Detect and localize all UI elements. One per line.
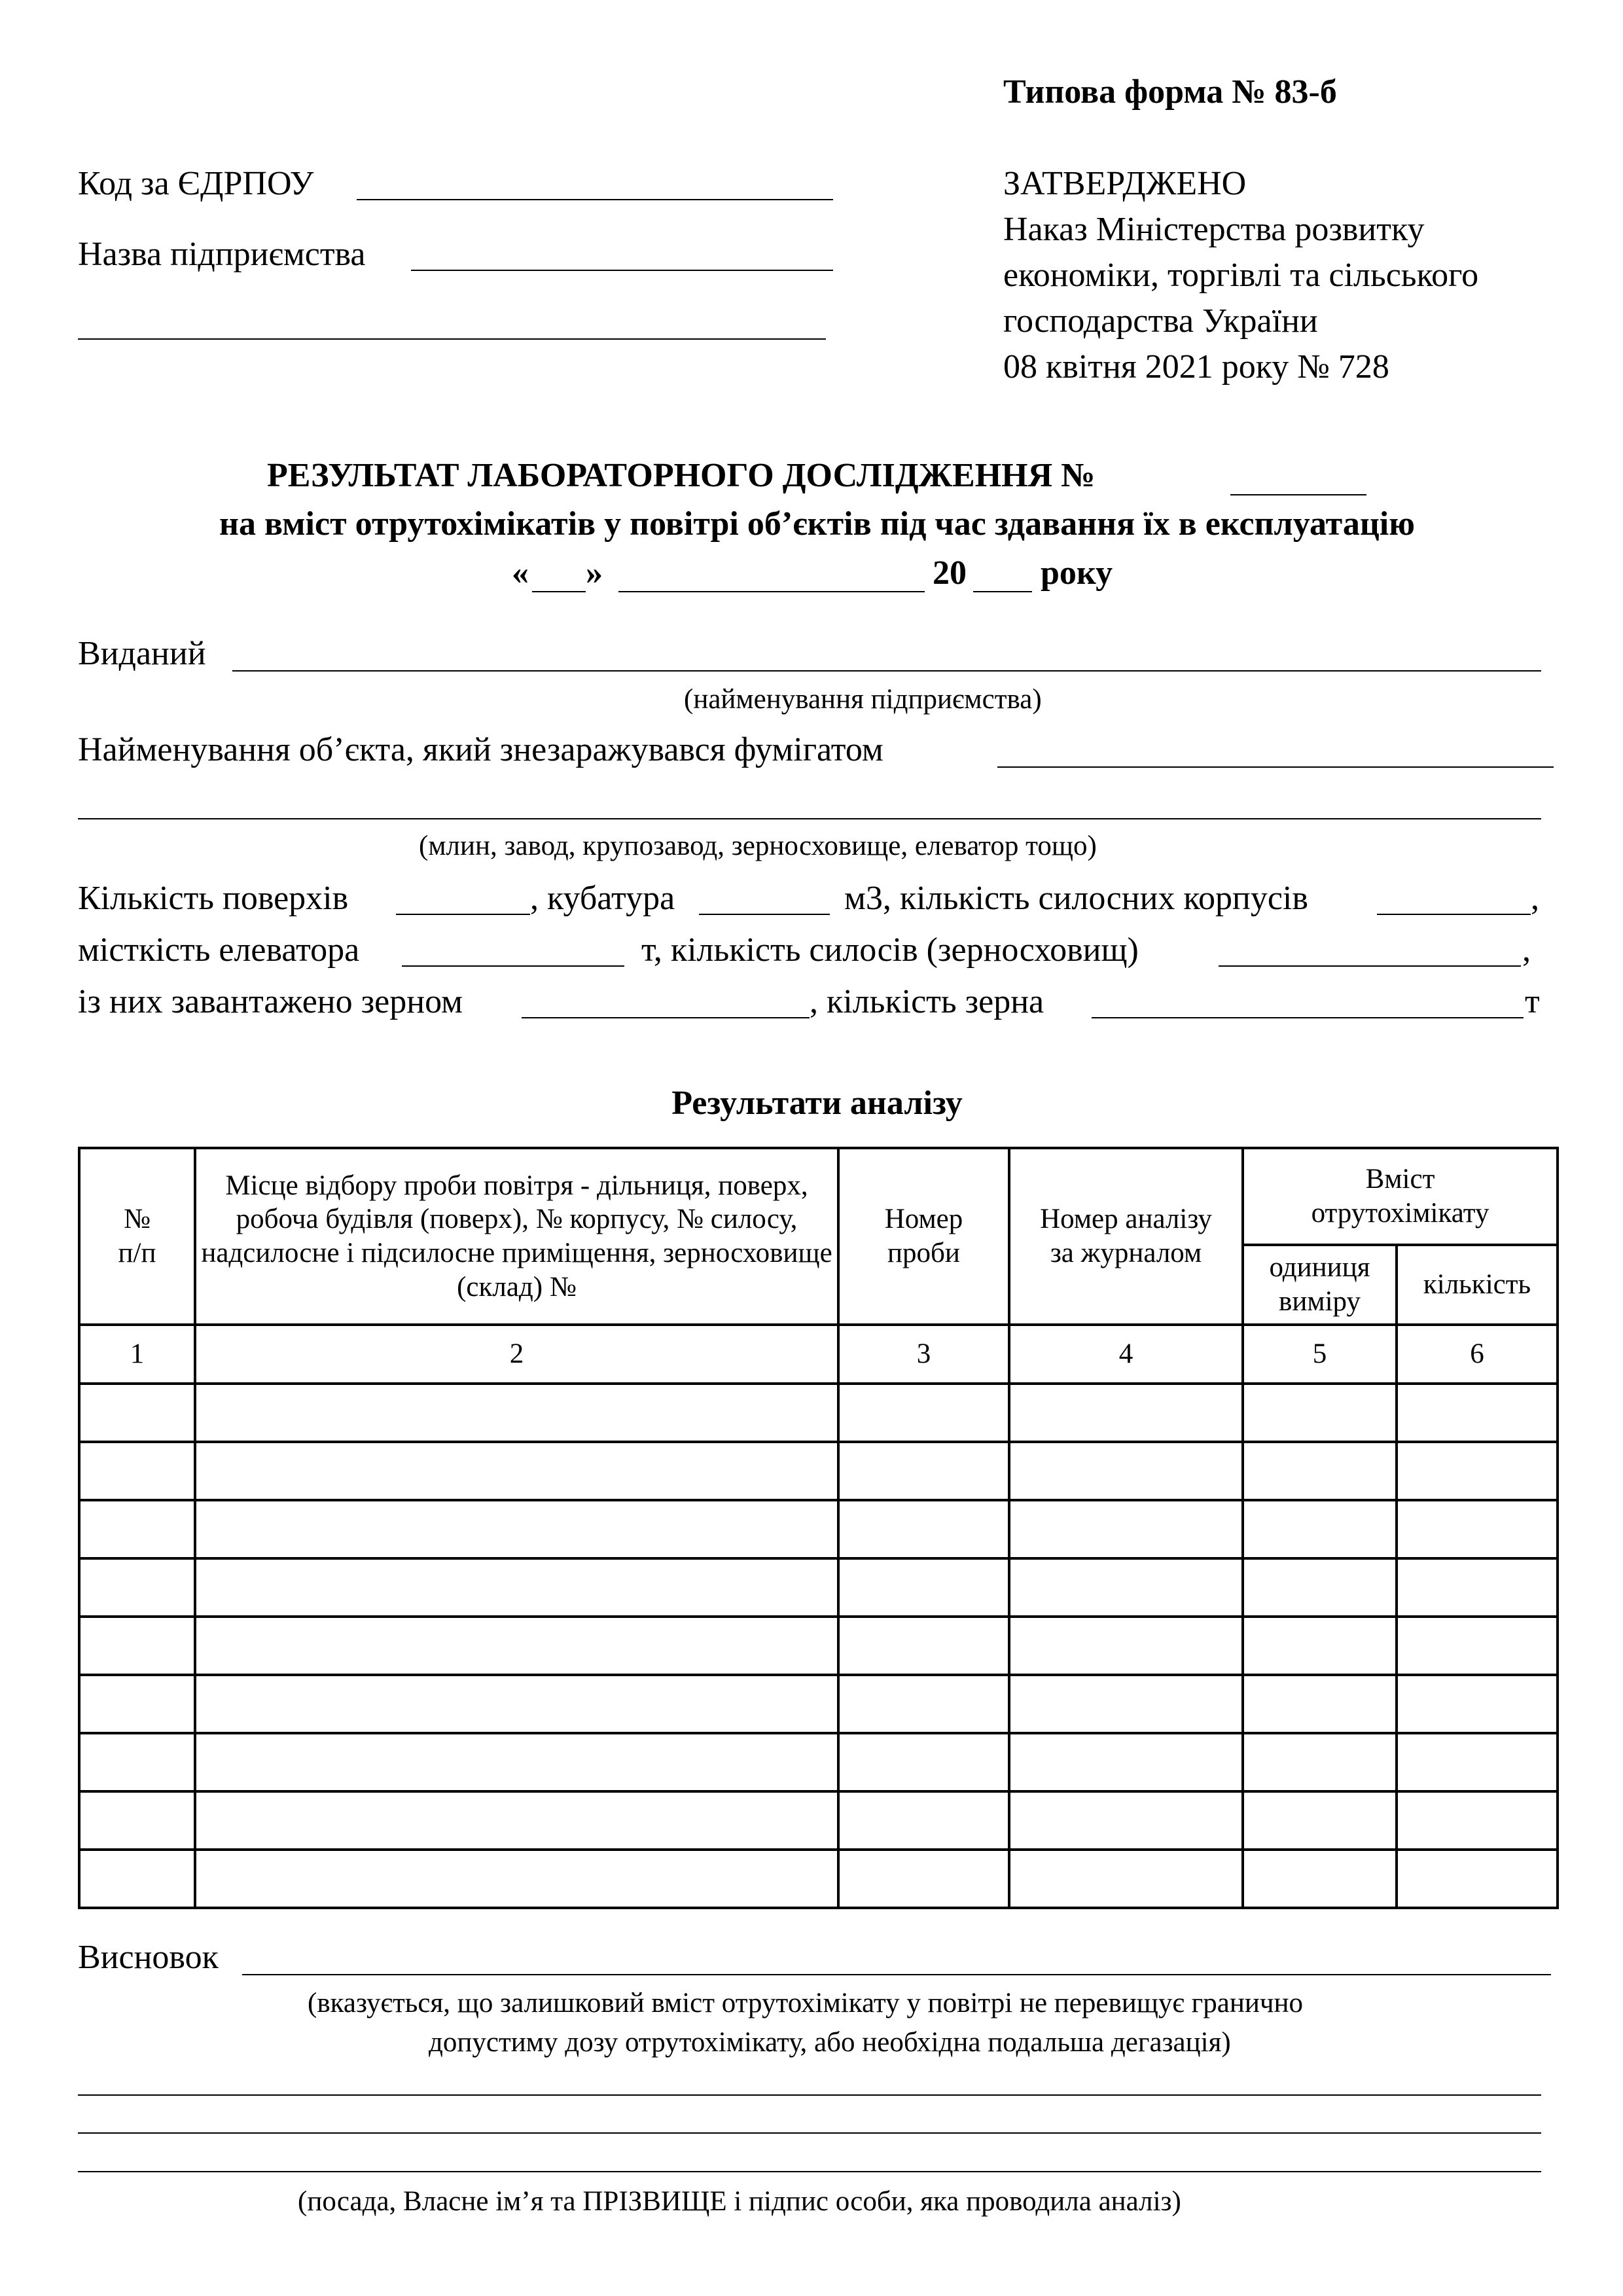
table-cell[interactable] [1243, 1617, 1397, 1675]
table-cell[interactable] [195, 1850, 838, 1908]
table-cell[interactable] [1009, 1850, 1243, 1908]
object-label: Найменування об’єкта, який знезаражувався фумігатом [78, 731, 883, 768]
signature-field[interactable] [78, 2171, 1541, 2172]
silo-buildings-label: м3, кількість силосних корпусів [844, 880, 1308, 917]
table-cell[interactable] [1009, 1675, 1243, 1733]
col-header-sample: Номер проби [838, 1148, 1009, 1325]
company-name-label: Назва підприємства [78, 236, 366, 273]
table-cell[interactable] [1397, 1384, 1558, 1442]
table-cell[interactable] [195, 1384, 838, 1442]
loaded-field[interactable] [522, 1017, 810, 1018]
table-cell[interactable] [1009, 1558, 1243, 1617]
column-number: 2 [195, 1325, 838, 1384]
grain-field[interactable] [1092, 1017, 1524, 1018]
table-cell[interactable] [838, 1791, 1009, 1850]
signature-hint: (посада, Власне ім’я та ПРІЗВИЩЕ і підпис особи, яка проводила аналіз) [298, 2186, 1181, 2217]
table-cell[interactable] [838, 1558, 1009, 1617]
table-cell[interactable] [79, 1617, 195, 1675]
header-row [79, 1148, 1558, 1245]
table-cell[interactable] [1009, 1733, 1243, 1791]
table-cell[interactable] [195, 1617, 838, 1675]
company-name-field[interactable] [411, 270, 833, 271]
column-number: 1 [79, 1325, 195, 1384]
table-cell[interactable] [79, 1558, 195, 1617]
table-row [79, 1675, 1558, 1733]
col-header-quantity: кількість [1397, 1245, 1558, 1325]
table-cell[interactable] [838, 1617, 1009, 1675]
date-month-field[interactable] [618, 591, 925, 592]
silos-field[interactable] [1219, 965, 1521, 967]
table-cell[interactable] [195, 1442, 838, 1500]
date-open-quote: « [512, 554, 529, 592]
date-year-prefix: 20 [933, 554, 967, 592]
column-number: 4 [1009, 1325, 1243, 1384]
table-cell[interactable] [79, 1675, 195, 1733]
results-heading: Результати аналізу [671, 1085, 963, 1122]
form-number: Типова форма № 83-б [1003, 73, 1337, 111]
capacity-label: місткість елеватора [78, 931, 360, 969]
table-cell[interactable] [838, 1384, 1009, 1442]
table-cell[interactable] [1397, 1675, 1558, 1733]
table-row [79, 1442, 1558, 1500]
table-cell[interactable] [195, 1733, 838, 1791]
column-number: 5 [1243, 1325, 1397, 1384]
table-row [79, 1791, 1558, 1850]
conclusion-line-2[interactable] [78, 2132, 1541, 2134]
line-b-comma: , [1522, 931, 1531, 969]
table-cell[interactable] [1243, 1384, 1397, 1442]
conclusion-field[interactable] [242, 1974, 1551, 1975]
table-cell[interactable] [1243, 1675, 1397, 1733]
object-field[interactable] [997, 766, 1554, 768]
table-cell[interactable] [79, 1442, 195, 1500]
doc-subtitle: на вміст отрутохімікатів у повітрі об’єктів під час здавання їх в експлуатацію [219, 505, 1415, 543]
volume-label: , кубатура [530, 880, 675, 917]
date-day-field[interactable] [532, 591, 586, 592]
table-row [79, 1617, 1558, 1675]
loaded-label: із них завантажено зерном [78, 983, 463, 1020]
table-cell[interactable] [1009, 1791, 1243, 1850]
table-cell[interactable] [1009, 1442, 1243, 1500]
approval-title: ЗАТВЕРДЖЕНО [1003, 165, 1247, 202]
silos-label: т, кількість силосів (зерносховищ) [641, 931, 1139, 969]
conclusion-label: Висновок [78, 1939, 219, 1976]
approval-line: господарства України [1003, 302, 1318, 340]
table-cell[interactable] [1397, 1558, 1558, 1617]
table-cell[interactable] [195, 1558, 838, 1617]
column-number: 3 [838, 1325, 1009, 1384]
table-cell[interactable] [79, 1500, 195, 1558]
table-cell[interactable] [1397, 1617, 1558, 1675]
results-table [78, 1147, 1559, 1909]
table-cell[interactable] [1397, 1850, 1558, 1908]
empty-rows [79, 1384, 1558, 1908]
table-cell[interactable] [838, 1675, 1009, 1733]
approval-line: Наказ Міністерства розвитку [1003, 211, 1425, 248]
table-cell[interactable] [838, 1442, 1009, 1500]
silo-buildings-field[interactable] [1377, 914, 1531, 915]
conclusion-hint-line1: (вказується, що залишковий вміст отрутохімікату у повітрі не перевищує гранично [308, 1988, 1303, 2018]
col-header-unit: одиниця виміру [1243, 1245, 1397, 1325]
date-year-field[interactable] [973, 591, 1032, 592]
table-cell[interactable] [1397, 1733, 1558, 1791]
table-cell[interactable] [195, 1791, 838, 1850]
volume-field[interactable] [699, 914, 830, 915]
floors-label: Кількість поверхів [78, 880, 349, 917]
line-a-comma: , [1531, 880, 1539, 917]
object-field-line2[interactable] [78, 818, 1541, 819]
grain-unit: т [1525, 983, 1540, 1020]
table-cell[interactable] [1397, 1442, 1558, 1500]
col-header-analysis: Номер аналізу за журналом [1009, 1148, 1243, 1325]
table-cell[interactable] [1243, 1850, 1397, 1908]
table-row [79, 1384, 1558, 1442]
table-cell[interactable] [79, 1850, 195, 1908]
doc-title: РЕЗУЛЬТАТ ЛАБОРАТОРНОГО ДОСЛІДЖЕННЯ № [267, 457, 1096, 494]
col-header-num: № п/п [79, 1148, 195, 1325]
table-cell[interactable] [1397, 1791, 1558, 1850]
issued-field[interactable] [232, 670, 1541, 672]
table-cell[interactable] [838, 1500, 1009, 1558]
table-cell[interactable] [838, 1733, 1009, 1791]
approval-line: економіки, торгівлі та сільського [1003, 257, 1479, 294]
column-number-row [79, 1325, 1558, 1384]
table-cell[interactable] [1243, 1558, 1397, 1617]
conclusion-line-1[interactable] [78, 2094, 1541, 2096]
table-cell[interactable] [1243, 1733, 1397, 1791]
doc-number-field[interactable] [1230, 494, 1366, 495]
col-header-content: Вміст отрутохімікату [1243, 1148, 1558, 1245]
table-cell[interactable] [1009, 1500, 1243, 1558]
approval-line: 08 квітня 2021 року № 728 [1003, 348, 1389, 386]
table-row [79, 1558, 1558, 1617]
table-cell[interactable] [1397, 1500, 1558, 1558]
grain-label: , кількість зерна [810, 983, 1044, 1020]
table-cell[interactable] [79, 1384, 195, 1442]
date-year-suffix: року [1041, 554, 1113, 592]
table-cell[interactable] [838, 1850, 1009, 1908]
table-cell[interactable] [1243, 1500, 1397, 1558]
table-cell[interactable] [79, 1733, 195, 1791]
column-number: 6 [1397, 1325, 1558, 1384]
table-cell[interactable] [1243, 1442, 1397, 1500]
company-name-field-line2[interactable] [78, 338, 826, 340]
issued-hint: (найменування підприємства) [684, 684, 1042, 715]
col-header-place: Місце відбору проби повітря - дільниця, поверх, робоча будівля (поверх), № корпусу, № силосу, надсилосне і підсилосне приміщення, зерносховище (склад) № [195, 1148, 838, 1325]
edrpou-field[interactable] [357, 199, 833, 200]
date-close-quote: » [586, 554, 603, 592]
table-cell[interactable] [1009, 1617, 1243, 1675]
edrpou-label: Код за ЄДРПОУ [78, 165, 314, 202]
table-cell[interactable] [195, 1675, 838, 1733]
conclusion-hint-line2: допустиму дозу отрутохімікату, або необхідна подальша дегазація) [429, 2027, 1231, 2058]
table-cell[interactable] [195, 1500, 838, 1558]
table-cell[interactable] [79, 1791, 195, 1850]
table-cell[interactable] [1243, 1791, 1397, 1850]
capacity-field[interactable] [402, 965, 624, 967]
table-row [79, 1733, 1558, 1791]
table-row [79, 1500, 1558, 1558]
floors-field[interactable] [396, 914, 530, 915]
issued-label: Виданий [78, 635, 206, 672]
object-hint: (млин, завод, крупозавод, зерносховище, елеватор тощо) [419, 831, 1097, 861]
table-row [79, 1850, 1558, 1908]
table-cell[interactable] [1009, 1384, 1243, 1442]
